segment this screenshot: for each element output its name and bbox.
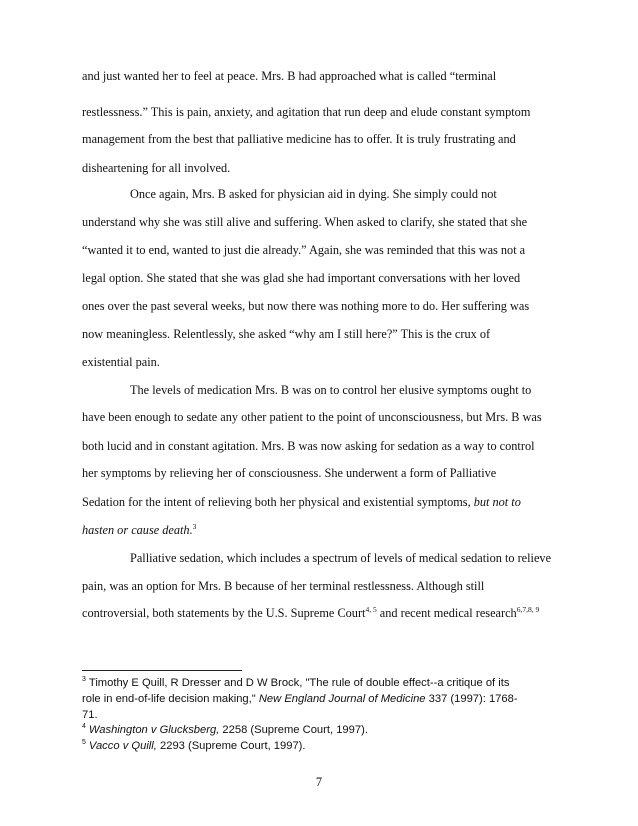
text-line: have been enough to sedate any other patient to the point of unconsciousness, but Mrs. B was	[82, 410, 542, 424]
text-line: The levels of medication Mrs. B was on to control her elusive symptoms ought to	[130, 383, 532, 397]
text-line: understand why she was still alive and suffering. When asked to clarify, she stated that she	[82, 215, 528, 229]
footnote-text: 2293 (Supreme Court, 1997).	[156, 740, 306, 752]
text-line: legal option. She stated that she was glad she had important conversations with her loved	[82, 271, 521, 285]
text-line: now meaningless. Relentlessly, she asked “why am I still here?” This is the crux of	[82, 327, 491, 341]
text-line: management from the best that palliative medicine has to offer. It is truly frustrating and	[82, 132, 516, 146]
text-line: existential pain.	[82, 355, 160, 369]
italic-text: hasten or cause death.	[82, 523, 193, 537]
text-line: Palliative sedation, which includes a spectrum of levels of medical sedation to relieve	[130, 551, 552, 565]
text-line: Once again, Mrs. B asked for physician aid in dying. She simply could not	[130, 187, 497, 201]
footnote-number: 4	[82, 723, 86, 731]
text-line	[82, 494, 521, 510]
footnote-italic: Vacco v Quill,	[88, 740, 157, 752]
footnote-3	[82, 676, 509, 691]
footnote-ref: 4, 5	[365, 604, 377, 614]
italic-text: but not to	[473, 495, 521, 509]
footnote-text: 2258 (Supreme Court, 1997).	[219, 724, 368, 736]
footnote-italic: Washington v Glucksberg,	[88, 724, 220, 736]
text-line: “wanted it to end, wanted to just die already.” Again, she was reminded that this was not a	[82, 243, 526, 257]
text-line	[82, 522, 196, 538]
footnote-5	[82, 739, 306, 754]
text-line: both lucid and in constant agitation. Mrs. B was now asking for sedation as a way to control	[82, 439, 535, 453]
text-line: pain, was an option for Mrs. B because of her terminal restlessness. Although still	[82, 579, 485, 593]
text-span: and recent medical research	[376, 606, 517, 620]
text-line: her symptoms by relieving her of consciousness. She underwent a form of Palliative	[82, 466, 497, 480]
text-line: disheartening for all involved.	[82, 161, 231, 175]
footnote-text: Timothy E Quill, R Dresser and D W Brock, "The rule of double effect--a critique of its	[88, 677, 510, 689]
text-line: ones over the past several weeks, but now there was nothing more to do. Her suffering was	[82, 299, 530, 313]
footnote-3-line-3: 71.	[82, 709, 98, 721]
footnote-3-line-2	[82, 692, 518, 707]
footnote-text: 337 (1997): 1768-	[425, 693, 518, 705]
footnote-divider	[82, 670, 242, 671]
footnote-ref: 6,7,8, 9	[516, 604, 540, 614]
page-number: 7	[315, 775, 323, 789]
footnote-number: 3	[82, 676, 86, 684]
text-span: Sedation for the intent of relieving both her physical and existential symptoms,	[82, 495, 474, 509]
footnote-ref: 3	[192, 521, 197, 531]
footnote-number: 5	[82, 739, 86, 747]
footnote-text: role in end-of-life decision making,"	[82, 693, 259, 705]
footnote-4	[82, 723, 368, 738]
text-line: restlessness.” This is pain, anxiety, and agitation that run deep and elude constant symptom	[82, 105, 531, 119]
text-line: and just wanted her to feel at peace. Mrs. B had approached what is called “terminal	[82, 69, 497, 83]
footnote-italic: New England Journal of Medicine	[258, 693, 426, 705]
text-line	[82, 605, 539, 621]
text-span: controversial, both statements by the U.S. Supreme Court	[82, 606, 366, 620]
